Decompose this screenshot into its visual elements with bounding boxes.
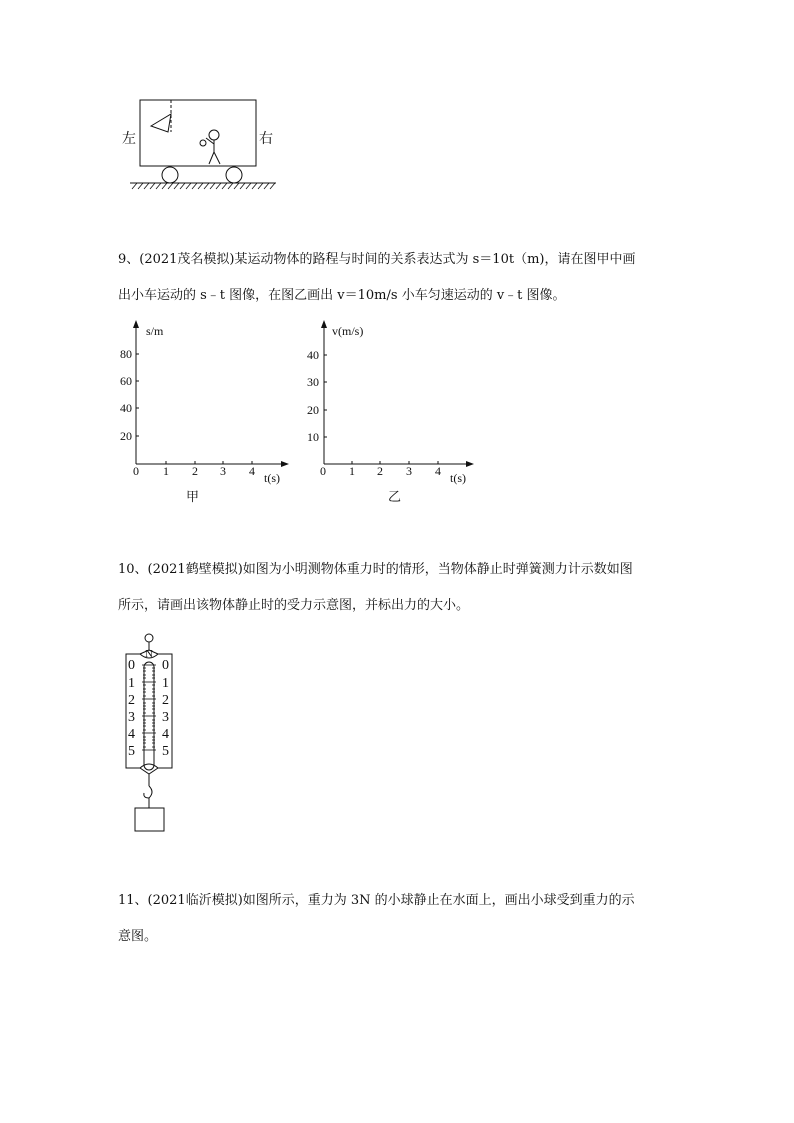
person-head	[209, 130, 219, 140]
graph-yi-x-label: t(s)	[450, 471, 466, 485]
graph-jia-y-label: s/m	[146, 324, 164, 338]
scale-right-tick: 5	[162, 744, 169, 759]
scale-unit: N	[145, 648, 153, 660]
cart-body	[140, 100, 256, 166]
scale-left-tick: 4	[128, 727, 135, 742]
q11-line2: 意图。	[118, 929, 158, 944]
graph-yi-y-label: v(m/s)	[332, 324, 364, 338]
q9-line2: 出小车运动的 s﹣t 图像，在图乙画出 v＝10m/s 小车匀速运动的 v﹣t 图像。	[118, 288, 566, 303]
graph-yi-y-tick: 20	[307, 403, 319, 417]
q9-line1: 9、(2021茂名模拟)某运动物体的路程与时间的关系表达式为 s＝10t（m)，请在图甲中画	[118, 252, 636, 267]
scale-left-tick: 1	[128, 676, 135, 691]
graph-yi-x-tick: 1	[349, 464, 355, 478]
scale-left-tick: 2	[128, 693, 135, 708]
cart-left-label: 左	[122, 132, 136, 147]
graph-yi-caption: 乙	[388, 489, 402, 504]
scale-left-tick: 3	[128, 710, 135, 725]
scale-left-tick: 5	[128, 744, 135, 759]
graph-jia-y-tick: 80	[120, 347, 132, 361]
graph-yi-y-tick: 10	[307, 430, 319, 444]
cart-right-label: 右	[259, 132, 273, 147]
hanging-block	[135, 808, 164, 831]
graph-jia-axes	[125, 318, 295, 478]
scale-right-tick: 1	[162, 676, 169, 691]
scale-right-tick: 3	[162, 710, 169, 725]
ball	[200, 140, 206, 146]
graph-jia-x-tick: 1	[163, 464, 169, 478]
graph-jia-caption: 甲	[186, 489, 200, 504]
graph-jia-x-label: t(s)	[264, 471, 280, 485]
graph-yi-x-tick: 2	[377, 464, 383, 478]
q10-line1: 10、(2021鹤壁模拟)如图为小明测物体重力时的情形，当物体静止时弹簧测力计示数如图	[118, 562, 633, 577]
graph-yi-x-tick: 4	[435, 464, 441, 478]
graph-jia-y-tick: 60	[120, 374, 132, 388]
scale-left-tick: 0	[128, 658, 135, 673]
wheel-left	[162, 167, 178, 183]
graph-yi-x-tick: 0	[320, 464, 326, 478]
wheel-right	[226, 167, 242, 183]
graph-jia-x-tick: 4	[249, 464, 255, 478]
scale-right-tick: 0	[162, 658, 169, 673]
q11-line1: 11、(2021临沂模拟)如图所示，重力为 3N 的小球静止在水面上，画出小球受到重力的示	[118, 893, 635, 908]
hanging-object	[151, 114, 171, 132]
scale-right-tick: 2	[162, 693, 169, 708]
graph-yi-x-tick: 3	[406, 464, 412, 478]
q10-line2: 所示，请画出该物体静止时的受力示意图，并标出力的大小。	[118, 598, 470, 613]
graph-jia-x-tick: 3	[220, 464, 226, 478]
graph-yi-axes	[312, 318, 482, 478]
graph-jia-y-tick: 20	[120, 429, 132, 443]
graph-yi-y-tick: 40	[307, 348, 319, 362]
graph-jia-x-tick: 0	[133, 464, 139, 478]
graph-jia-y-tick: 40	[120, 401, 132, 415]
graph-jia-x-tick: 2	[192, 464, 198, 478]
scale-right-tick: 4	[162, 727, 169, 742]
graph-yi-y-tick: 30	[307, 375, 319, 389]
